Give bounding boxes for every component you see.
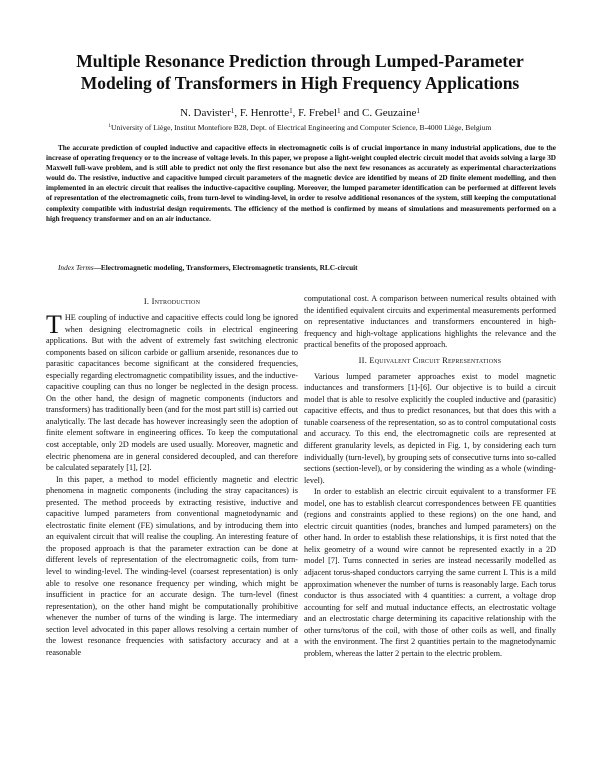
index-terms [46,263,556,273]
intro-paragraph-2: In this paper, a method to model efficiently magnetic and electric phenomena in magnetic components (including the stray capacitances) is presented. The method proceeds by extracting resistive, inductive and capacitive lumped parameters from conventional magnetodynamic and electrostatic finite element (FE) simulations, and by introducing them into an equivalent circuit that will realise the coupling. An interesting feature of the proposed approach is that the parameter extraction can be done at different levels of representation of the electromagnetic coils, from turn-level to winding-level. The winding-level (coarsest representation) is only able to resolve one resonance frequency per winding, which might be insufficient in practice for an accurate design. The turn-level (finest representation), on the other hand might be computationally prohibitive whenever the number of turns of the winding is large. The intermediary section level advocated in this paper allows resolving a certain number of the lowest resonance frequencies with satisfactory accuracy and at a reasonable [46,474,298,657]
author-separator: , [234,107,240,119]
affiliation [30,123,570,133]
author-affil-mark: 1 [230,107,235,115]
section-title: Introduction [151,296,201,306]
section-heading-introduction [46,295,298,307]
paper-title: Multiple Resonance Prediction through Lumped-Parameter Modeling of Transformers in High Frequency Applications [76,51,524,93]
author-name: C. Geuzaine [361,107,417,119]
section-number: II. [358,354,368,365]
left-column [46,293,298,658]
author-separator: , [292,107,299,119]
section-title: Equivalent Circuit Representations [369,354,502,365]
index-terms-label: Index Terms [58,263,94,272]
intro-paragraph-1 [46,312,298,474]
author-affil-mark: 1 [337,107,341,115]
author-separator: and [340,107,362,119]
section-number: I. [143,296,150,306]
intro-paragraph-2-continued: computational cost. A comparison between numerical results obtained with the identified equivalent circuits and experimental measurements performed on representative inductances and transformers encountered in high-frequency and high-voltage applications highlights the relevance and the practical benefits of the proposed approach. [304,294,556,350]
author-affil-mark: 1 [289,107,293,115]
section-heading-equivalent-circuit [304,354,556,366]
affiliation-text: University of Liège, Institut Montefiore B28, Dept. of Electrical Engineering and Computer Science, B-4000 Liège, Belgium [111,123,492,132]
section2-paragraph-1: Various lumped parameter approaches exist to model magnetic inductances and transformers [1]-[6]. Our objective is to build a circuit model that is able to resolve explicitly the coupled inductive and (parasitic) capacitive effects, and thus to predict resonances, but that does this with a tunable coarseness of the representation, so as to control computational costs and accuracy. To this end, the electromagnetic coils are represented at different granularity levels, as depicted in Fig. 1, by considering each turn individually (turn-level), by grouping sets of consecutive turns into so-called sections (section-level), or by considering the winding as a whole (winding-level). [304,371,556,485]
right-column [304,293,556,659]
index-terms-text: —Electromagnetic modeling, Transformers, Electromagnetic transients, RLC-circuit [93,263,358,272]
intro-paragraph-1-text: HE coupling of inductive and capacitive effects could long be ignored when designing electromagnetic coils in electrical engineering applications. But with the advent of extremely fast switching electronic components based on silicon carbide or gallium arsenide, resonances due to parasitic capacitances become significant at the considered frequencies, especially regarding electromagnetic compatibility issues, and the inductive-capacitive coupling can thus no longer be neglected in the design process. On the other hand, the design of magnetic components (inductors and transformers) has traditionally been (and for the most part still is) carried out analytically. The last decade has however increasingly seen the adoption of finite element software in engineering offices. To keep the computational cost acceptable, only 2D models are used usually. Moreover, magnetic and electric phenomena are in general considered decoupled, and can therefore be calculated separately [1], [2]. [46,313,298,473]
abstract: The accurate prediction of coupled inductive and capacitive effects in electromagnetic coils is of crucial importance in many industrial applications, due to the increase of operating frequency or to the increase of voltage levels. In this paper, we propose a light-weight coupled electric circuit model that avoids solving a large 3D Maxwell full-wave problem, and is still able to predict not only the first resonance but also the next few resonances as accurately as experimental characterizations would do. The resistive, inductive and capacitive lumped circuit parameters of the magnetic device are identified by means of 2D finite element modelling, and then implemented in an electric circuit that realises the inductive-capacitive coupling. Moreover, the lumped parameter identification can be performed at different levels of representation of the electromagnetic coils, from turn-level to winding-level, in order to resolve additional resonances of the system, still keeping the computational complexity compatible with industrial design requirements. The efficiency of the method is confirmed by means of simulations and measurements performed on a high frequency transformer and on an air inductance. [46,144,556,223]
section2-paragraph-2: In order to establish an electric circuit equivalent to a transformer FE model, one has to establish clearcut correspondences between FE quantities (regions and constraints applied to these regions) on the one hand, and electric circuit quantities (nodes, branches and lumped parameters) on the other hand. In order to establish these relationships, it is first noted that the helix geometry of a wound wire cannot be represented exactly in a 2D model [7]. Turns connected in series are instead necessarily modelled as adjacent torus-shaped conductors carrying the same current I. This is a mild approximation whenever the number of turns is reasonably large. Each torus conductor is thus associated with 4 quantities: a current, a voltage drop accounting for self and mutual inductance effects, an electrostatic voltage and an electrostatic charge determining its capacitive relationship with the other turns/torus of the coil, with those of other coils as well, and finally with the environment. The first 2 quantities pertain to the magnetodynamic problem, whereas the latter 2 pertain to the electric problem. [304,487,556,658]
drop-cap: T [46,310,62,339]
author-affil-mark: 1 [416,107,420,115]
affiliation-mark: 1 [108,124,112,129]
author-name: N. Davister [180,107,231,119]
author-list [40,106,560,120]
author-name: F. Frebel [298,107,338,119]
author-name: F. Henrotte [239,107,290,119]
